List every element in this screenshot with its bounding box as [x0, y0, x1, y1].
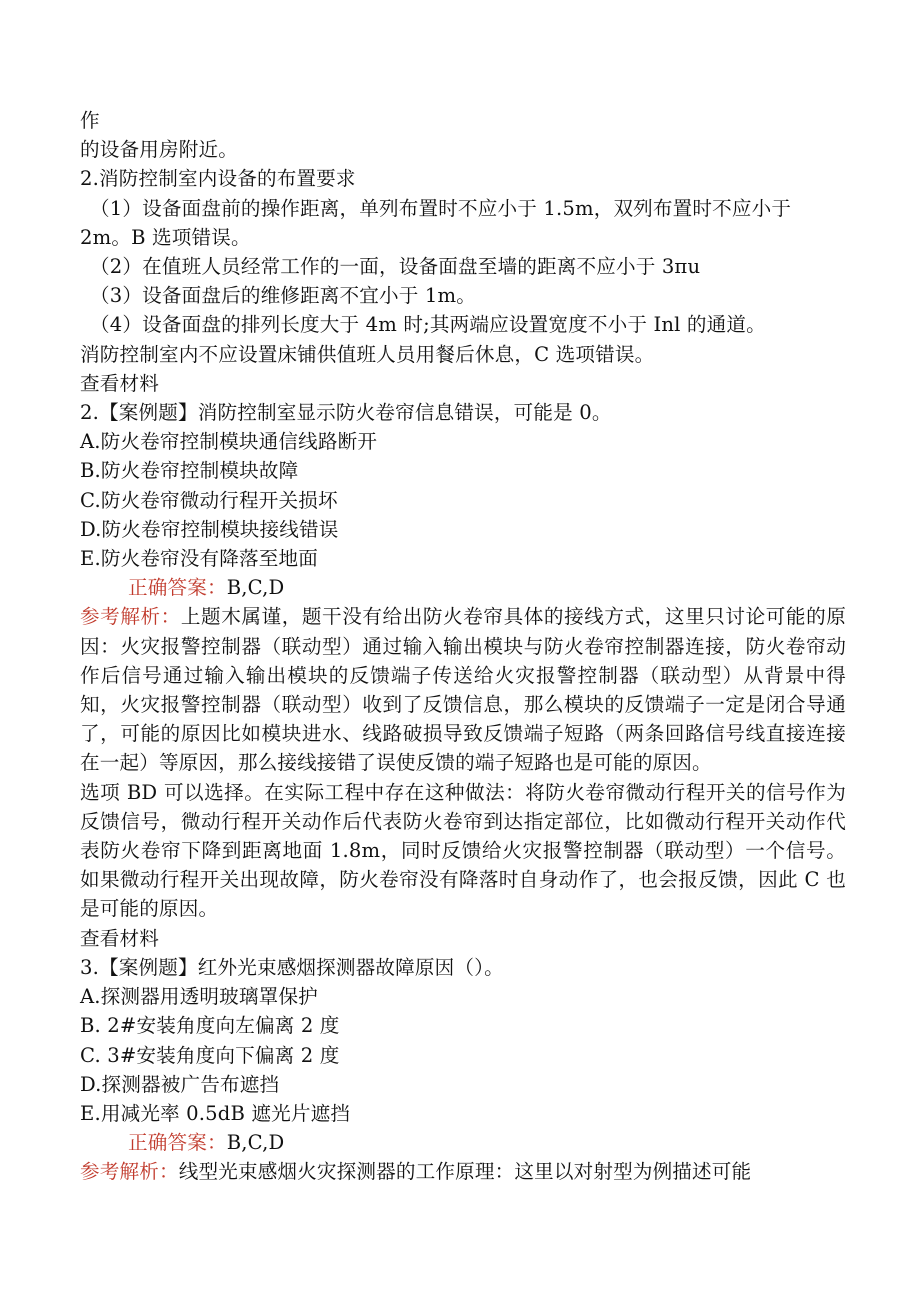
section-heading: 2.消防控制室内设备的布置要求: [80, 167, 356, 191]
list-item: （2）在值班人员经常工作的一面，设备面盘至墙的距离不应小于 3πu: [90, 255, 701, 279]
text-line: 2m。B 选项错误。: [80, 225, 251, 249]
analysis-label: 参考解析：: [80, 1160, 179, 1184]
option-b: B.防火卷帘控制模块故障: [80, 459, 299, 483]
question-2: 2.【案例题】消防控制室显示防火卷帘信息错误，可能是 0。: [80, 401, 612, 425]
option-c: C. 3#安装角度向下偏离 2 度: [80, 1043, 340, 1067]
option-e: E.防火卷帘没有降落至地面: [80, 547, 319, 571]
analysis-paragraph: [80, 1157, 846, 1186]
answer-line: [80, 573, 846, 602]
analysis-paragraph-2: 选项 BD 可以选择。在实际工程中存在这种做法：将防火卷帘微动行程开关的信号作为反馈信号，微动行程开关动作后代表防火卷帘到达指定部位，比如微动行程开关动作代表防火卷帘下降到距离地面 1.8m，同时反馈给火灾报警控制器（联动型）一个信号。如果微动行程开关出现故障，防火卷帘没有降落时自身动作了，也会报反馈，因此 C 也是可能的原因。: [80, 780, 846, 921]
analysis-paragraph: [80, 602, 846, 777]
list-item: （3）设备面盘后的维修距离不宜小于 1m。: [90, 284, 476, 308]
analysis-label: 参考解析：: [80, 605, 181, 629]
list-item: （1）设备面盘前的操作距离，单列布置时不应小于 1.5m，双列布置时不应小于: [90, 196, 792, 220]
question-3: 3.【案例题】红外光束感烟探测器故障原因（）。: [80, 955, 504, 979]
option-d: D.防火卷帘控制模块接线错误: [80, 517, 339, 541]
list-item: （4）设备面盘的排列长度大于 4m 时;其两端应设置宽度不小于 Inl 的通道。: [90, 313, 766, 337]
answer-line: [80, 1128, 846, 1157]
option-d: D.探测器被广告布遮挡: [80, 1072, 280, 1096]
note-line: 消防控制室内不应设置床铺供值班人员用餐后休息，C 选项错误。: [80, 342, 655, 366]
view-material-link[interactable]: 查看材料: [80, 926, 159, 950]
answer-value: B,C,D: [226, 1131, 285, 1155]
option-c: C.防火卷帘微动行程开关损坏: [80, 488, 338, 512]
analysis-text: 上题木属谨，题干没有给出防火卷帘具体的接线方式，这里只讨论可能的原因：火灾报警控制器（联动型）通过输入输出模块与防火卷帘控制器连接，防火卷帘动作后信号通过输入输出模块的反馈端子传送给火灾报警控制器（联动型）从背景中得知，火灾报警控制器（联动型）收到了反馈信息，那么模块的反馈端子一定是闭合导通了，可能的原因比如模块进水、线路破损导致反馈端子短路（两条回路信号线直接连接在一起）等原因，那么接线接错了误使反馈的端子短路也是可能的原因。: [80, 605, 847, 775]
answer-label: 正确答案：: [128, 576, 227, 600]
option-a: A.防火卷帘控制模块通信线路断开: [80, 430, 378, 454]
option-b: B. 2#安装角度向左偏离 2 度: [80, 1014, 340, 1038]
answer-label: 正确答案：: [128, 1131, 227, 1155]
analysis-text: 线型光束感烟火灾探测器的工作原理：这里以对射型为例描述可能: [178, 1160, 752, 1184]
option-e: E.用减光率 0.5dB 遮光片遮挡: [80, 1101, 351, 1125]
text-line: 作: [80, 109, 100, 132]
view-material-link[interactable]: 查看材料: [80, 371, 159, 395]
text-line: 的设备用房附近。: [80, 138, 238, 162]
option-a: A.探测器用透明玻璃罩保护: [80, 985, 318, 1009]
answer-value: B,C,D: [226, 576, 285, 600]
